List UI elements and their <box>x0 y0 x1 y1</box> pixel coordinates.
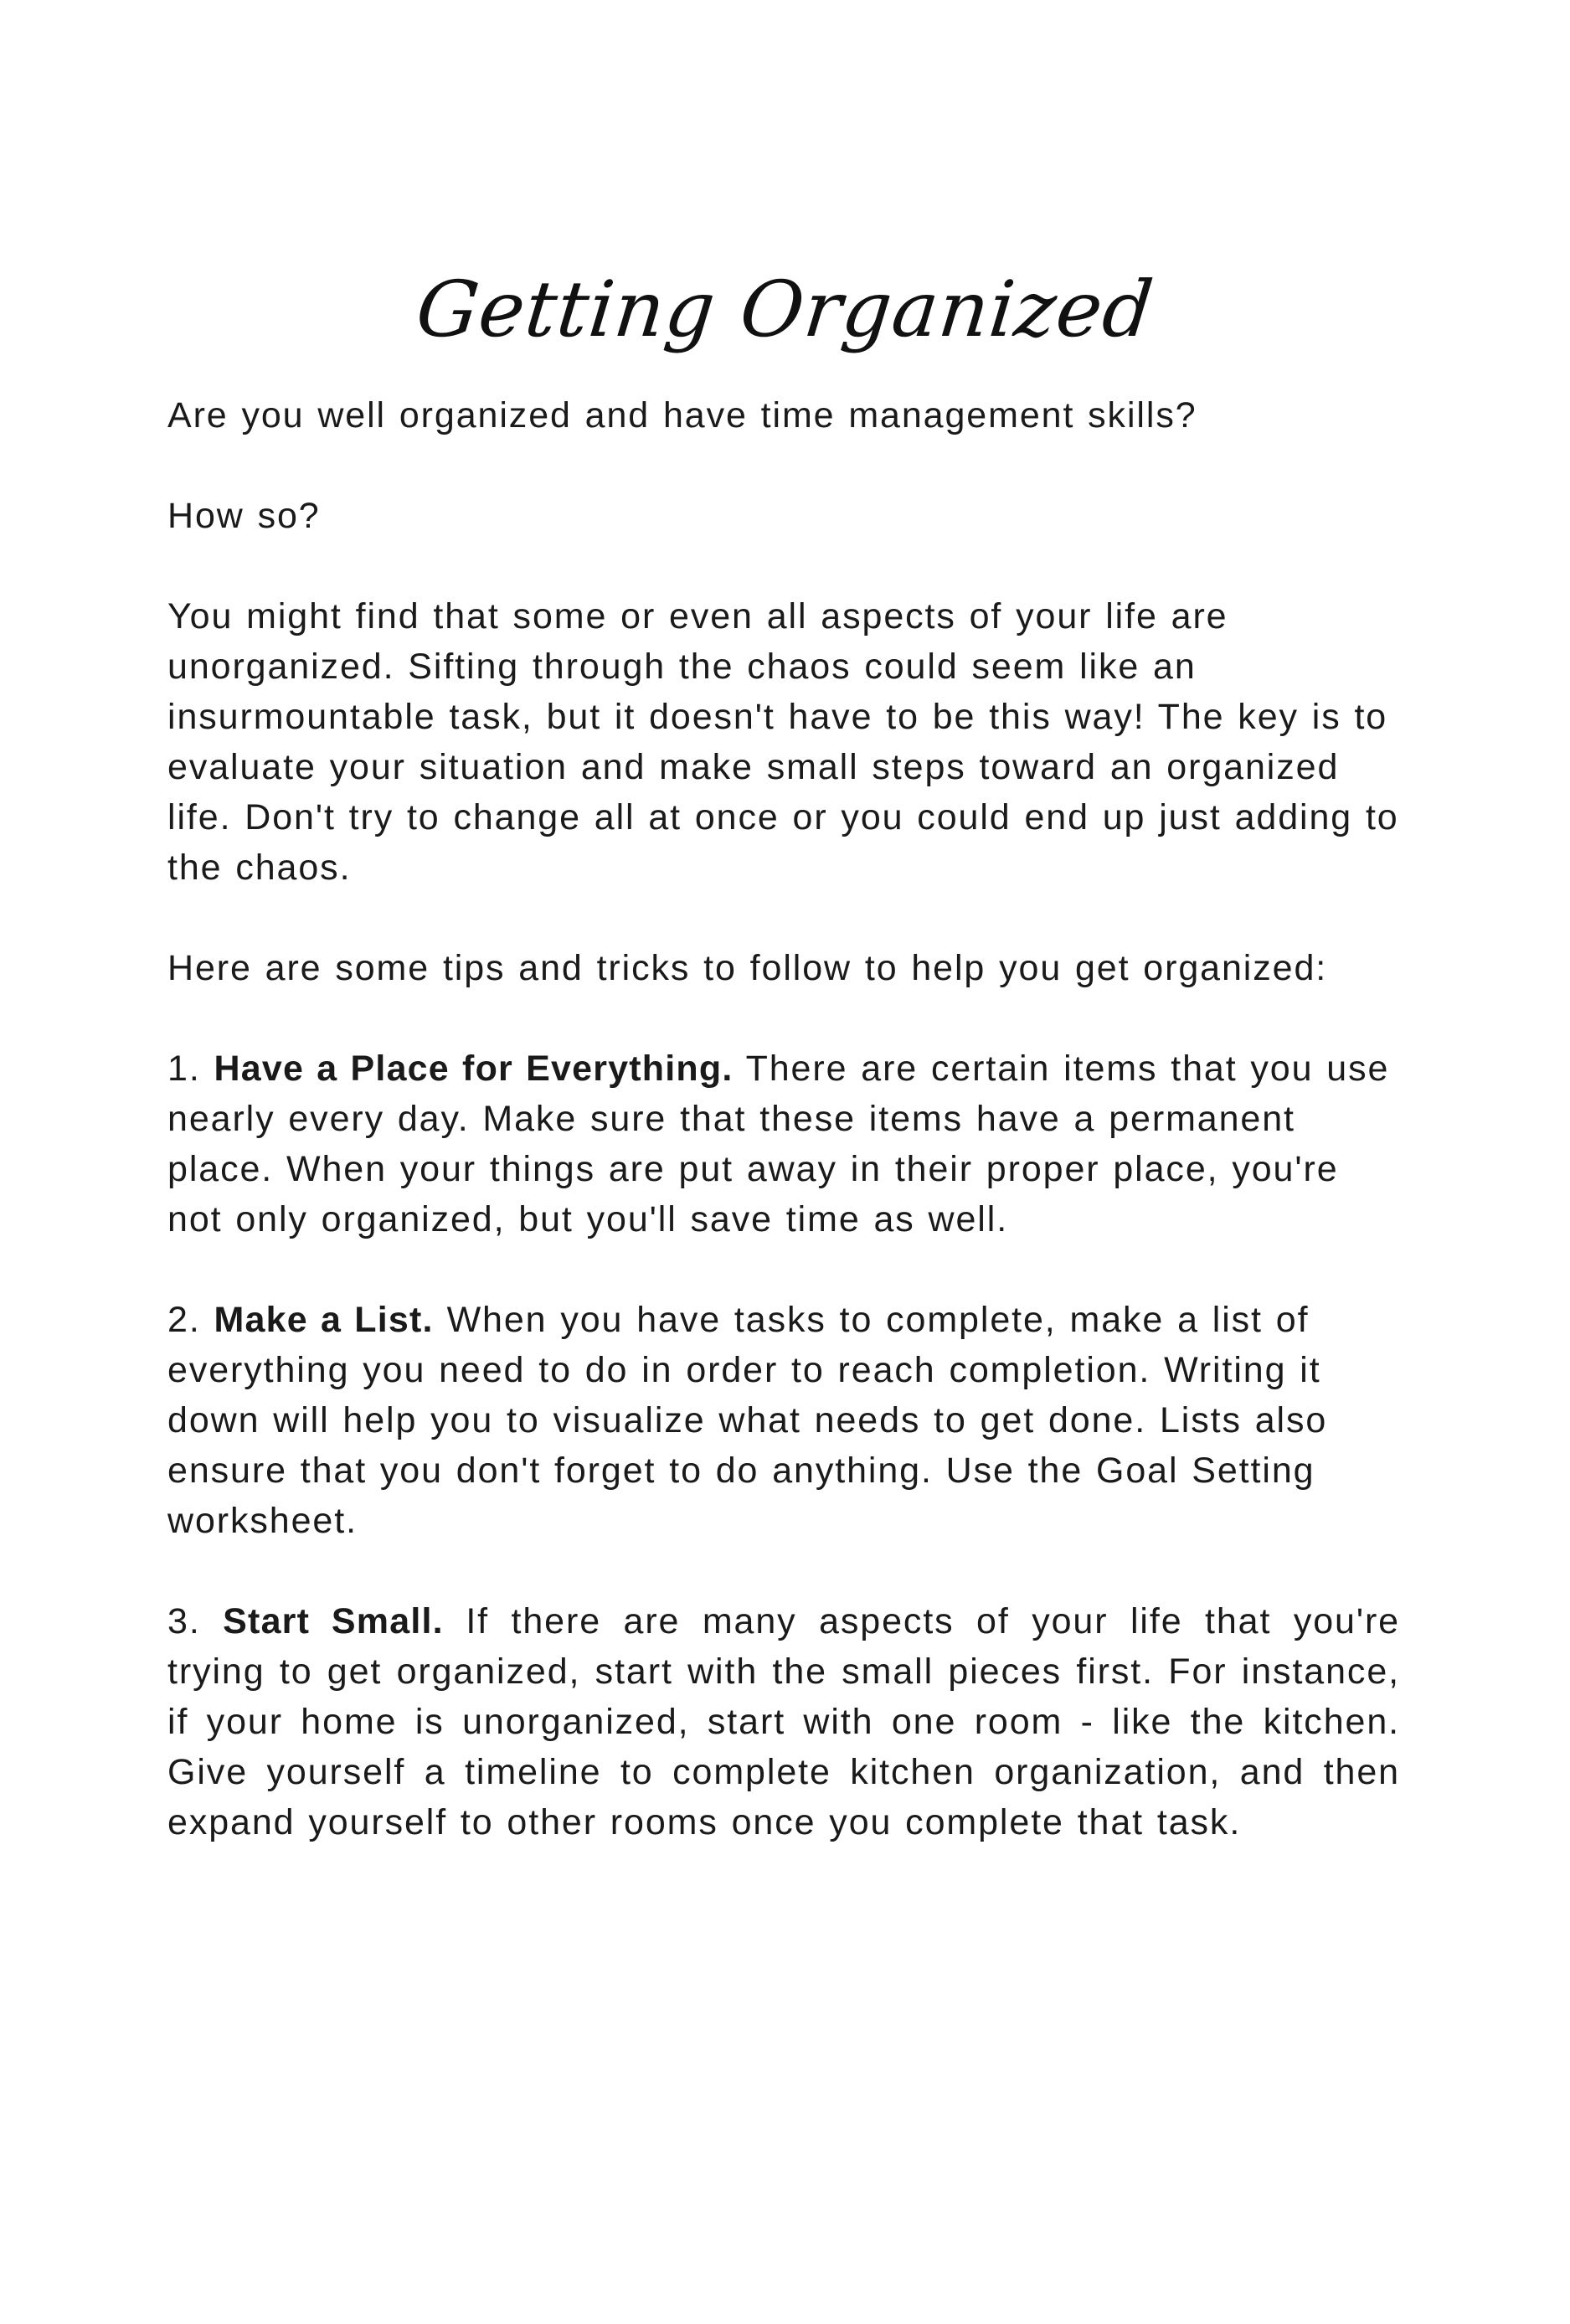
tip-item-1 <box>167 1043 1400 1244</box>
paragraph-unorganized-body: You might find that some or even all aspects of your life are unorganized. Sifting through the chaos could seem like an insurmountable task, but it doesn't have to be this way! The key is to evaluate your situation and make small steps toward an organized life. Don't try to change all at once or you could end up just adding to the chaos. <box>167 596 1399 888</box>
paragraph-tips-intro: Here are some tips and tricks to follow to help you get organized: <box>167 948 1328 988</box>
paragraph-how-so: How so? <box>167 496 321 536</box>
tip-lead-1: Have a Place for Everything. <box>214 1049 734 1089</box>
tip-item-2 <box>167 1295 1400 1546</box>
tip-body-1: There are certain items that you use nearly every day. Make sure that these items have a permanent place. When your things are put away in their proper place, you're not only organized, but you'll save time as well. <box>167 1049 1390 1239</box>
tip-number-1: 1. <box>167 1049 201 1089</box>
tip-lead-2: Make a List. <box>214 1300 434 1340</box>
tip-body-2: When you have tasks to complete, make a list of everything you need to do in order to reach completion. Writing it down will help you to visualize what needs to get done. Lists also ensure that you don't forget to do anything. Use the Goal Setting worksheet. <box>167 1300 1328 1541</box>
tip-lead-3: Start Small. <box>223 1601 444 1641</box>
paragraph-intro-question: Are you well organized and have time management skills? <box>167 395 1197 435</box>
tip-body-3: If there are many aspects of your life that you're trying to get organized, start with the small pieces first. For instance, if your home is unorganized, start with one room - like the kitchen. Give yourself a timeline to complete kitchen organization, and then expand yourself to other rooms once you complete that task. <box>167 1601 1400 1842</box>
tip-number-2: 2. <box>167 1300 201 1340</box>
document-body <box>167 390 1400 1847</box>
tip-number-3: 3. <box>167 1601 201 1641</box>
tip-item-3 <box>167 1596 1400 1847</box>
page-title: Getting Organized <box>412 264 1158 354</box>
